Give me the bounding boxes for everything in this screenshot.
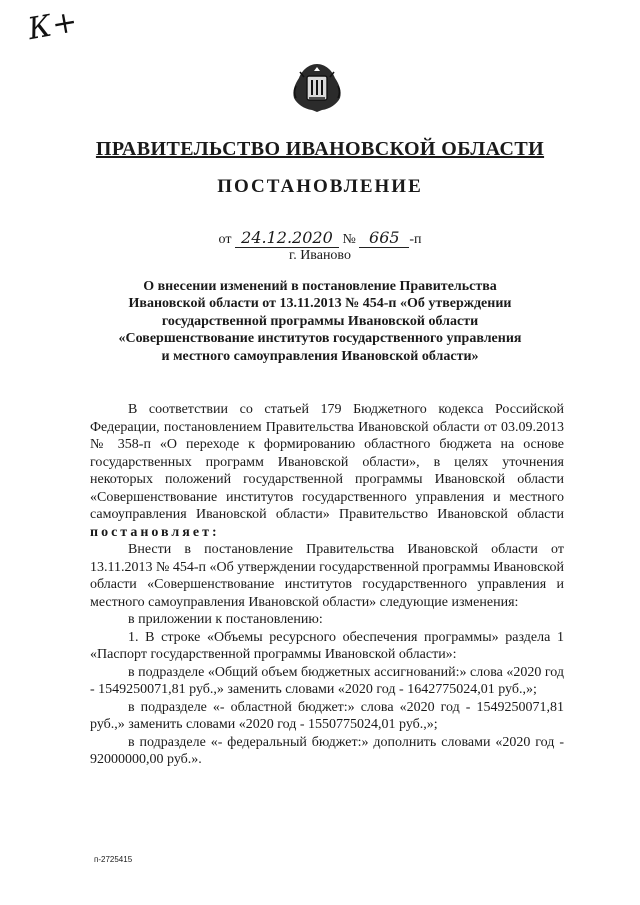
resolves-word: постановляет: (90, 524, 220, 540)
coat-of-arms-emblem (288, 58, 346, 116)
city: г. Иваново (289, 248, 351, 263)
decree-body (90, 401, 564, 769)
number-suffix: -п (409, 232, 422, 247)
preamble-text: В соответствии со статьей 179 Бюджетного кодекса Российской Федерации, постановлением Правительства Ивановской области от 03.09.2013 № 358-п «О переходе к формированию областного бюджета на основе государственных программ Ивановской области», в целях уточнения некоторых положений государственной программы Ивановской области «Совершенствование институтов государственного управления и местного самоуправления Ивановской области» Правительство Ивановской области (90, 402, 564, 522)
preamble-paragraph (90, 401, 564, 541)
footer-code: п-2725415 (94, 855, 133, 864)
appendix-paragraph: в приложении к постановлению: (128, 612, 323, 627)
number-prefix: № (342, 232, 356, 247)
total-budget-paragraph: в подразделе «Общий объем бюджетных ассигнований:» слова «2020 год - 1549250071,81 руб.,» заменить словами «2020 год - 1642775024,01 руб.,»; (90, 664, 564, 697)
handwritten-mark: К+ (25, 3, 82, 48)
regional-budget-paragraph: в подразделе «- областной бюджет:» слова «2020 год - 1549250071,81 руб.,» заменить словами «2020 год - 1550775024,01 руб.,»; (90, 699, 564, 732)
decree-date: 24.12.2020 (235, 228, 339, 248)
date-prefix: от (218, 232, 232, 247)
organization-title: ПРАВИТЕЛЬСТВО ИВАНОВСКОЙ ОБЛАСТИ (95, 138, 545, 160)
item-1-paragraph: 1. В строке «Объемы ресурсного обеспечения программы» раздела 1 «Паспорт государственной программы Ивановской области»: (90, 629, 564, 662)
decree-subject: О внесении изменений в постановление Правительства Ивановской области от 13.11.2013 № 454-п «Об утверждении государственной программы Ивановской области «Совершенствование институтов государственного управления и местного самоуправления Ивановской области» (118, 279, 522, 364)
document-type-title: ПОСТАНОВЛЕНИЕ (217, 176, 423, 197)
amendment-paragraph: Внести в постановление Правительства Ивановской области от 13.11.2013 № 454-п «Об утверждении государственной программы Ивановской области «Совершенствование институтов государственного управления и местного самоуправления Ивановской области» следующие изменения: (90, 542, 564, 610)
federal-budget-paragraph: в подразделе «- федеральный бюджет:» дополнить словами «2020 год - 92000000,00 руб.». (90, 734, 564, 767)
decree-number: 665 (359, 228, 409, 248)
date-number-line (0, 228, 640, 248)
